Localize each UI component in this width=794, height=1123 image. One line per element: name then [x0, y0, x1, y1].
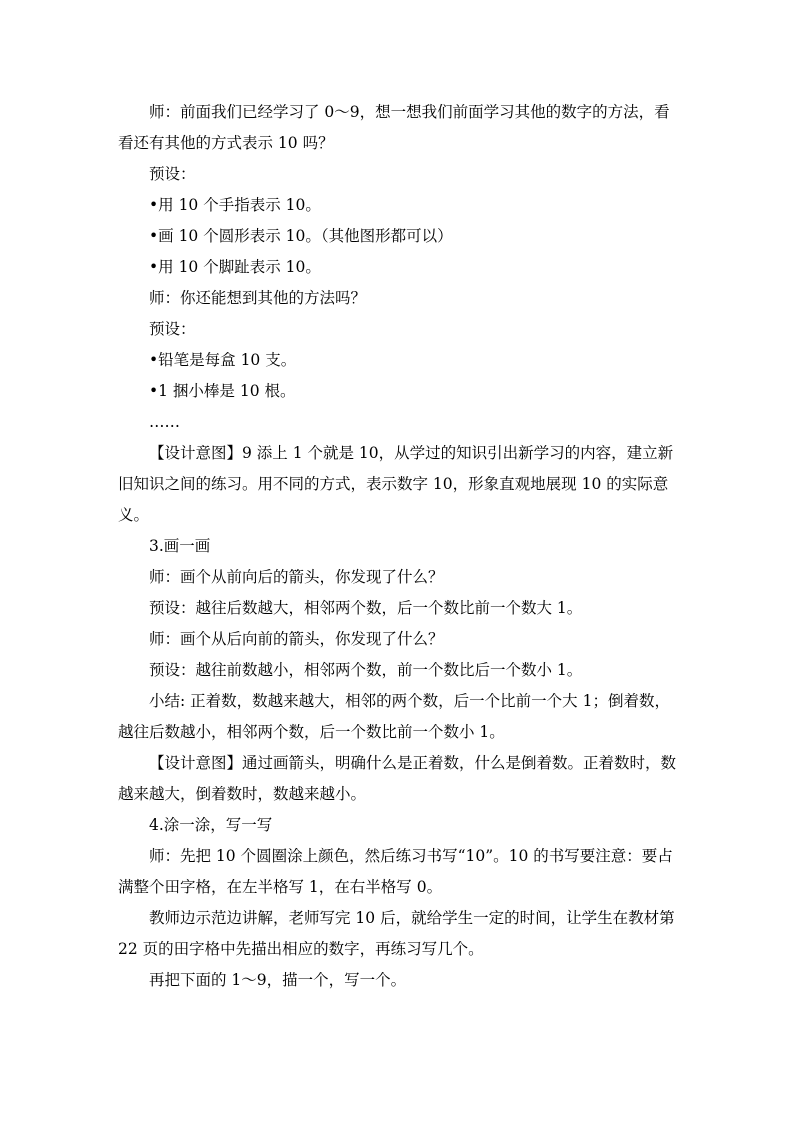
practice-instruction: 再把下面的 1～9，描一个，写一个。	[149, 971, 407, 989]
preset-item: •铅笔是每盒 10 支。	[149, 351, 297, 369]
ellipsis: ……	[149, 413, 180, 431]
teacher-question: 师：画个从后向前的箭头，你发现了什么？	[149, 630, 444, 648]
summary-paragraph: 小结: 正着数，数越来越大，相邻的两个数，后一个比前一个大 1；倒着数，越往后数越小，相邻两个数，后一个数比前一个数小 1。	[118, 692, 670, 741]
preset-label: 预设：	[149, 165, 196, 183]
preset-item: •1 捆小棒是 10 根。	[149, 382, 296, 400]
design-intent-paragraph: 【设计意图】9 添上 1 个就是 10，从学过的知识引出新学习的内容，建立新旧知识之间的练习。用不同的方式，表示数字 10，形象直观地展现 10 的实际意义。	[118, 444, 674, 524]
teacher-question: 师：画个从前向后的箭头，你发现了什么？	[149, 568, 444, 586]
teacher-instruction-paragraph: 师：先把 10 个圆圈涂上颜色，然后练习书写“10”。10 的书写要注意：要占满整个田字格，在左半格写 1，在右半格写 0。	[118, 847, 673, 896]
preset-item: •用 10 个手指表示 10。	[149, 196, 321, 214]
preset-label: 预设：	[149, 320, 196, 338]
design-intent-paragraph: 【设计意图】通过画箭头，明确什么是正着数，什么是倒着数。正着数时，数越来越大，倒着数时，数越来越小。	[118, 754, 677, 803]
teacher-question-paragraph: 师：前面我们已经学习了 0～9，想一想我们前面学习其他的数字的方法，看看还有其他的方式表示 10 吗？	[118, 103, 670, 152]
preset-item: •用 10 个脚趾表示 10。	[149, 258, 321, 276]
section-title: 4.涂一涂，写一写	[149, 816, 273, 834]
section-title: 3.画一画	[149, 537, 211, 555]
preset-item: •画 10 个圆形表示 10。（其他图形都可以）	[149, 227, 453, 245]
teacher-demo-paragraph: 教师边示范边讲解，老师写完 10 后，就给学生一定的时间，让学生在教材第 22 页的田字格中先描出相应的数字，再练习写几个。	[118, 909, 675, 958]
teacher-question: 师：你还能想到其他的方法吗？	[149, 289, 367, 307]
preset-answer: 预设：越往后数越大，相邻两个数，后一个数比前一个数大 1。	[149, 599, 583, 617]
preset-answer: 预设：越往前数越小，相邻两个数，前一个数比后一个数小 1。	[149, 661, 583, 679]
